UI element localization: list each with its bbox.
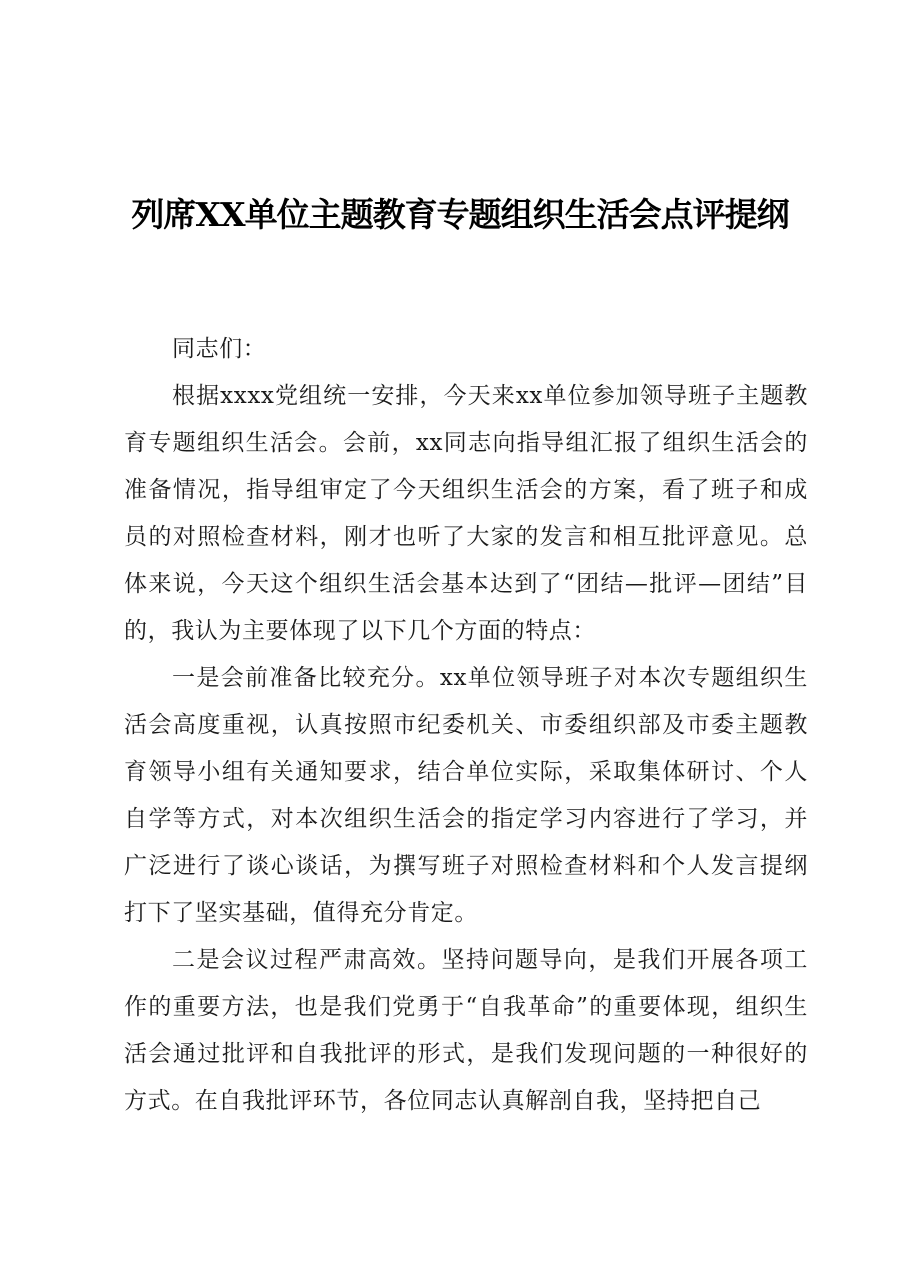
point-two-paragraph: 二是会议过程严肃高效。坚持问题导向，是我们开展各项工作的重要方法，也是我们党勇于“自我革命”的重要体现，组织生活会通过批评和自我批评的形式，是我们发现问题的一种很好的方式。在自我批评环节，各位同志认真解剖自我，坚持把自己 <box>124 947 808 1114</box>
document-body <box>124 326 808 1125</box>
document-title: 列席XX单位主题教育专题组织生活会点评提纲 <box>131 195 789 234</box>
intro-paragraph: 根据xxxx党组统一安排，今天来xx单位参加领导班子主题教育专题组织生活会。会前，xx同志向指导组汇报了组织生活会的准备情况，指导组审定了今天组织生活会的方案，看了班子和成员的对照检查材料，刚才也听了大家的发言和相互批评意见。总体来说，今天这个组织生活会基本达到了“团结—批评—团结”目的，我认为主要体现了以下几个方面的特点： <box>124 383 808 644</box>
salutation-paragraph: 同志们： <box>172 336 267 362</box>
point-one-paragraph: 一是会前准备比较充分。xx单位领导班子对本次专题组织生活会高度重视，认真按照市纪委机关、市委组织部及市委主题教育领导小组有关通知要求，结合单位实际，采取集体研讨、个人自学等方式，对本次组织生活会的指定学习内容进行了学习，并广泛进行了谈心谈话，为撰写班子对照检查材料和个人发言提纲打下了坚实基础，值得充分肯定。 <box>124 665 808 926</box>
